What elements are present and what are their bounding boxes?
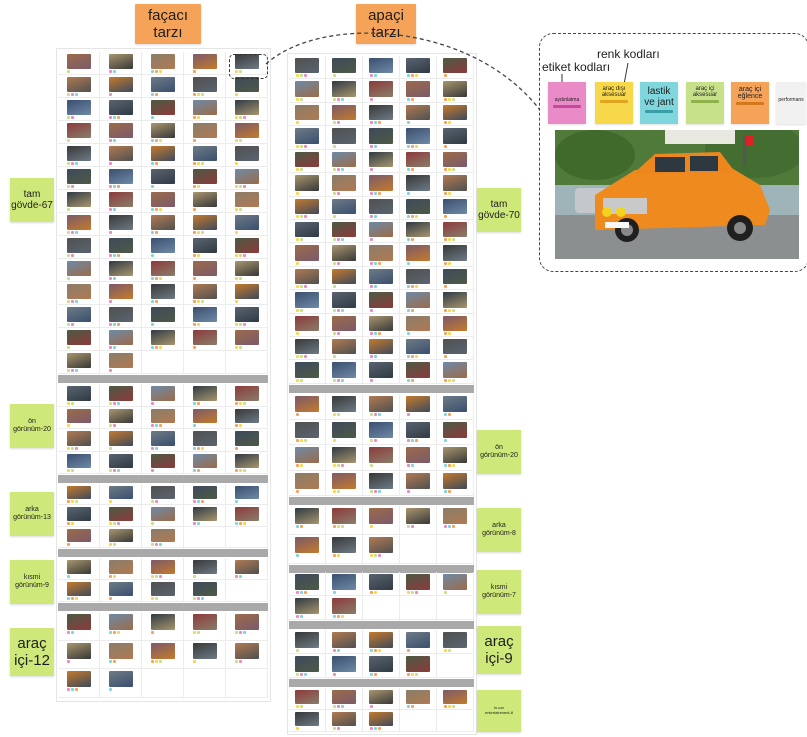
- sticky-right-arka: arka görünüm-8: [477, 508, 521, 552]
- legend-card-bar: [600, 100, 628, 103]
- legend-card-label: aydınlatma: [554, 97, 580, 103]
- legend-card-0: [548, 82, 586, 124]
- legend-card-bar: [645, 110, 673, 113]
- legend-card-bar: [553, 105, 581, 108]
- renk-kodlari-label: renk kodları: [597, 47, 660, 61]
- legend-card-5: [776, 82, 806, 124]
- legend-card-label: araç içi aksesuar: [692, 86, 718, 98]
- sticky-right-tam: tam gövde-70: [477, 188, 521, 232]
- sticky-left-arka: arka görünüm-13: [10, 492, 54, 536]
- sticky-right-incar: in-car entertainment-8: [477, 690, 521, 732]
- legend-card-label: lastik ve jant: [644, 86, 674, 108]
- sticky-right-on: ön görünüm-20: [477, 430, 521, 474]
- facaci-style-header: façacı tarzı: [135, 4, 201, 44]
- sticky-left-arac: araç içi-12: [10, 628, 54, 676]
- etiket-kodlari-label: etiket kodları: [542, 60, 611, 74]
- legend-card-label: araç içi eğlence: [737, 86, 763, 100]
- legend-card-4: [731, 82, 769, 124]
- legend-card-bar: [691, 100, 719, 103]
- legend-card-2: [640, 82, 678, 124]
- sticky-right-arac: araç içi-9: [477, 626, 521, 674]
- legend-card-1: [595, 82, 633, 124]
- featured-car-photo: [555, 130, 799, 259]
- sticky-left-kismi: kısmi görünüm-9: [10, 560, 54, 604]
- apaci-style-header: apaçi tarzı: [356, 4, 416, 44]
- legend-card-3: [686, 82, 724, 124]
- legend-card-label: araç dışı aksesuar: [601, 86, 627, 98]
- sticky-right-kismi: kısmi görünüm-7: [477, 570, 521, 614]
- legend-card-label: performans: [778, 97, 804, 103]
- sticky-left-on: ön görünüm-20: [10, 404, 54, 448]
- sticky-left-tam: tam gövde-67: [10, 178, 54, 222]
- legend-card-bar: [736, 102, 764, 105]
